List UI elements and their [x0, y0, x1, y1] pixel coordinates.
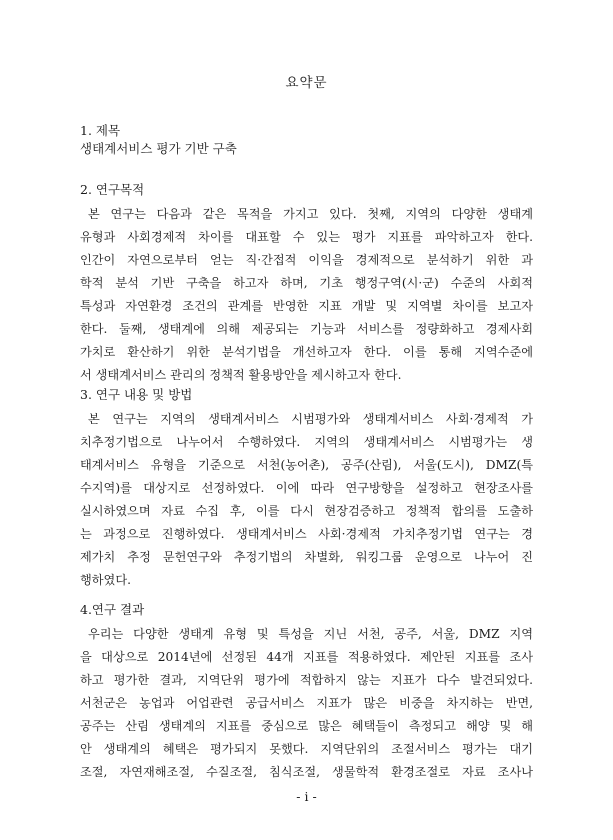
- page-title: 요약문: [285, 75, 328, 91]
- section-4-heading: 4.연구 결과: [80, 602, 145, 617]
- section-3-heading: 3. 연구 내용 및 방법: [80, 387, 193, 402]
- section-4-line: 조절, 자연재해조절, 수질조절, 침식조절, 생물학적 환경조절로 자료 조사나: [80, 765, 533, 779]
- section-2-line: 인간이 자연으로부터 얻는 직·간접적 이익을 경제적으로 분석하기 위한 과: [80, 253, 533, 267]
- section-2-heading: 2. 연구목적: [80, 182, 145, 197]
- section-3-line: 본 연구는 지역의 생태계서비스 시범평가와 생태계서비스 사회·경제적 가: [88, 412, 533, 426]
- section-4-line: 을 대상으로 2014년에 선정된 44개 지표를 적용하였다. 제안된 지표를 조사: [80, 650, 533, 664]
- section-2-line: 유형과 사회경제적 차이를 대표할 수 있는 평가 지표를 파악하고자 한다.: [80, 230, 533, 244]
- section-2-line: 서 생태계서비스 관리의 정책적 활용방안을 제시하고자 한다.: [80, 368, 402, 382]
- section-2-line: 학적 분석 기반 구축을 하고자 하며, 기초 행정구역(시·군) 수준의 사회적: [80, 276, 533, 290]
- section-3-line: 제가치 추정 문헌연구와 추정기법의 차별화, 워킹그룹 운영으로 나누어 진: [80, 550, 533, 564]
- section-2-line: 본 연구는 다음과 같은 목적을 가지고 있다. 첫째, 지역의 다양한 생태계: [88, 207, 533, 221]
- section-3-line: 태계서비스 유형을 기준으로 서천(농어촌), 공주(산림), 서울(도시), DMZ(특: [80, 458, 533, 472]
- section-3-line: 치추정기법으로 나누어서 수행하였다. 지역의 생태계서비스 시범평가는 생: [80, 435, 533, 449]
- page-number: - i -: [296, 789, 317, 804]
- section-4-line: 안 생태계의 혜택은 평가되지 못했다. 지역단위의 조절서비스 평가는 대기: [80, 742, 533, 756]
- section-2-line: 특성과 자연환경 조건의 관계를 반영한 지표 개발 및 지역별 차이를 보고자: [80, 299, 533, 313]
- section-4-line: 서천군은 농업과 어업관련 공급서비스 지표가 많은 비중을 차지하는 반면,: [80, 696, 533, 710]
- report-subject: 생태계서비스 평가 기반 구축: [80, 141, 237, 156]
- section-3-line: 는 과정으로 진행하였다. 생태계서비스 사회·경제적 가치추정기법 연구는 경: [80, 527, 533, 541]
- section-2-line: 한다. 둘째, 생태계에 의해 제공되는 기능과 서비스를 정량화하고 경제사회: [80, 322, 533, 336]
- section-3-line: 실시하였으며 자료 수집 후, 이를 다시 현장검증하고 정책적 합의를 도출하: [80, 504, 533, 518]
- section-3-line: 행하였다.: [80, 573, 131, 587]
- section-1-heading: 1. 제목: [80, 123, 121, 138]
- section-4-line: 하고 평가한 결과, 지역단위 평가에 적합하지 않는 지표가 다수 발견되었다.: [80, 673, 533, 687]
- section-4-line: 공주는 산림 생태계의 지표를 중심으로 많은 혜택들이 측정되고 해양 및 해: [80, 719, 533, 733]
- section-4-line: 우리는 다양한 생태계 유형 및 특성을 지닌 서천, 공주, 서울, DMZ 지역: [88, 627, 533, 641]
- section-2-line: 가치로 환산하기 위한 분석기법을 개선하고자 한다. 이를 통해 지역수준에: [80, 345, 533, 359]
- section-3-line: 수지역)를 대상지로 선정하였다. 이에 따라 연구방향을 설정하고 현장조사를: [80, 481, 533, 495]
